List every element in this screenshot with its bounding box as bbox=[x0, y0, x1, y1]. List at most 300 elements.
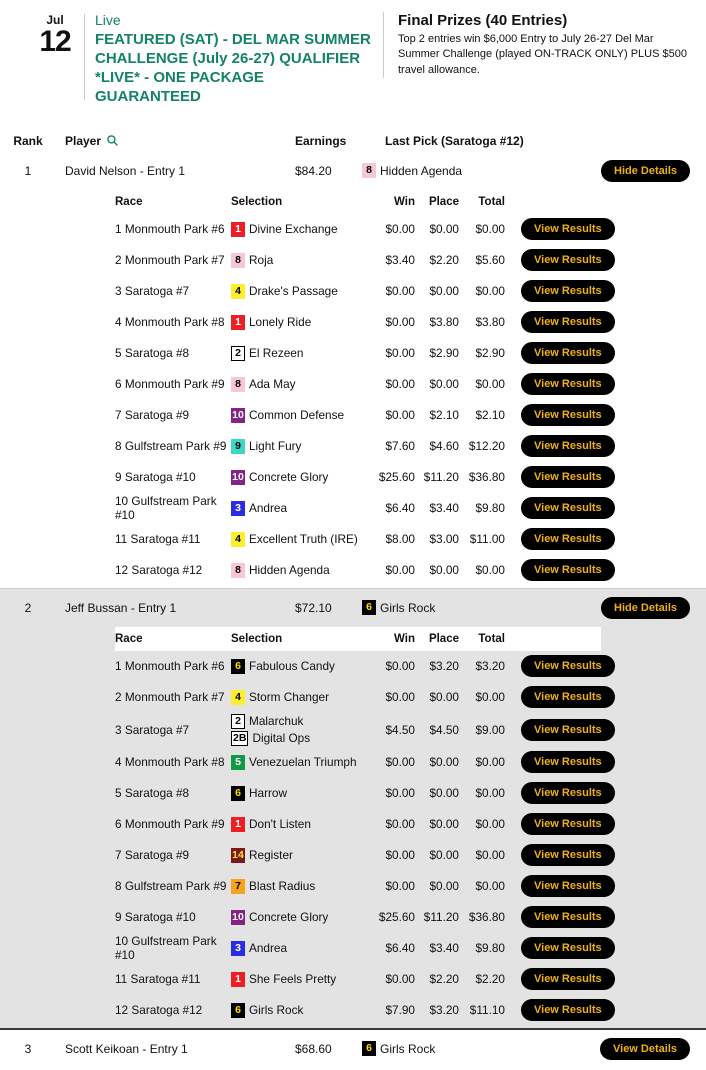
entry-details bbox=[115, 190, 601, 586]
race-total-amount: $0.00 bbox=[475, 284, 505, 299]
race-total-amount: $3.20 bbox=[475, 659, 505, 674]
horse-name: Fabulous Candy bbox=[249, 659, 335, 674]
race-win-amount: $0.00 bbox=[385, 346, 415, 361]
race-total-amount: $36.80 bbox=[468, 470, 505, 485]
column-player bbox=[56, 134, 295, 148]
race-place-amount: $3.00 bbox=[429, 532, 459, 547]
race-row bbox=[115, 651, 601, 682]
race-win-amount: $3.40 bbox=[385, 253, 415, 268]
race-row bbox=[115, 995, 601, 1026]
selection bbox=[231, 315, 369, 330]
detail-column-selection: Selection bbox=[231, 195, 283, 208]
race-win-amount: $4.50 bbox=[385, 722, 415, 737]
race-total-amount: $2.20 bbox=[475, 972, 505, 987]
saddle-cloth-badge: 3 bbox=[231, 941, 245, 956]
selection bbox=[231, 848, 369, 863]
search-icon[interactable] bbox=[106, 134, 119, 147]
view-results-button[interactable]: View Results bbox=[521, 559, 615, 581]
race-row bbox=[115, 245, 601, 276]
detail-column-place: Place bbox=[428, 195, 459, 208]
race-picks bbox=[231, 941, 369, 956]
selection bbox=[231, 377, 369, 392]
race-name: 12 Saratoga #12 bbox=[115, 1003, 203, 1018]
entry-player: David Nelson - Entry 1 bbox=[65, 163, 186, 178]
horse-name: Concrete Glory bbox=[249, 910, 329, 925]
details-toggle-button[interactable]: View Details bbox=[600, 1038, 690, 1060]
saddle-cloth-badge: 6 bbox=[231, 659, 245, 674]
race-row bbox=[115, 400, 601, 431]
detail-column-win: Win bbox=[394, 195, 415, 208]
view-results-button[interactable]: View Results bbox=[521, 813, 615, 835]
race-picks bbox=[231, 439, 369, 454]
race-name: 7 Saratoga #9 bbox=[115, 848, 190, 863]
race-name: 7 Saratoga #9 bbox=[115, 408, 190, 423]
race-row bbox=[115, 809, 601, 840]
selection bbox=[231, 346, 369, 361]
race-total-amount: $0.00 bbox=[475, 563, 505, 578]
view-results-button[interactable]: View Results bbox=[521, 218, 615, 240]
selection bbox=[231, 501, 369, 516]
race-name: 1 Monmouth Park #6 bbox=[115, 659, 225, 674]
race-total-amount: $0.00 bbox=[475, 690, 505, 705]
race-name: 11 Saratoga #11 bbox=[115, 532, 201, 547]
event-title: FEATURED (SAT) - DEL MAR SUMMER CHALLENGE (July 26-27) QUALIFIER *LIVE* - ONE PACKAGE GUARANTEED bbox=[95, 30, 371, 105]
final-prizes bbox=[383, 12, 694, 78]
view-results-button[interactable]: View Results bbox=[521, 719, 615, 741]
view-results-button[interactable]: View Results bbox=[521, 311, 615, 333]
race-name: 6 Monmouth Park #9 bbox=[115, 377, 225, 392]
race-row bbox=[115, 431, 601, 462]
race-win-amount: $0.00 bbox=[385, 879, 415, 894]
entry-earnings: $84.20 bbox=[295, 163, 332, 178]
race-place-amount: $0.00 bbox=[429, 848, 459, 863]
saddle-cloth-badge: 1 bbox=[231, 315, 245, 330]
race-picks bbox=[231, 532, 369, 547]
race-place-amount: $3.20 bbox=[429, 1003, 459, 1018]
view-results-button[interactable]: View Results bbox=[521, 751, 615, 773]
race-total-amount: $2.90 bbox=[475, 346, 505, 361]
race-win-amount: $0.00 bbox=[385, 408, 415, 423]
race-row bbox=[115, 871, 601, 902]
entry-section bbox=[0, 1028, 706, 1070]
race-total-amount: $5.60 bbox=[475, 253, 505, 268]
selection bbox=[231, 408, 369, 423]
race-picks bbox=[231, 501, 369, 516]
race-row bbox=[115, 747, 601, 778]
race-place-amount: $2.20 bbox=[429, 972, 459, 987]
view-results-button[interactable]: View Results bbox=[521, 968, 615, 990]
final-prizes-title: Final Prizes (40 Entries) bbox=[398, 12, 568, 29]
view-results-button[interactable]: View Results bbox=[521, 373, 615, 395]
horse-name: Blast Radius bbox=[249, 879, 316, 894]
race-name: 4 Monmouth Park #8 bbox=[115, 755, 225, 770]
view-results-button[interactable]: View Results bbox=[521, 280, 615, 302]
view-results-button[interactable]: View Results bbox=[521, 435, 615, 457]
selection bbox=[231, 879, 369, 894]
details-toggle-button[interactable]: Hide Details bbox=[601, 160, 690, 182]
view-results-button[interactable]: View Results bbox=[521, 497, 615, 519]
selection bbox=[231, 972, 369, 987]
race-place-amount: $3.80 bbox=[429, 315, 459, 330]
race-row bbox=[115, 778, 601, 809]
race-total-amount: $2.10 bbox=[475, 408, 505, 423]
race-total-amount: $9.00 bbox=[475, 722, 505, 737]
saddle-cloth-badge: 4 bbox=[231, 690, 245, 705]
view-results-button[interactable]: View Results bbox=[521, 342, 615, 364]
race-win-amount: $0.00 bbox=[385, 377, 415, 392]
race-row bbox=[115, 214, 601, 245]
horse-name: Excellent Truth (IRE) bbox=[249, 532, 358, 547]
horse-name: Malarchuk bbox=[249, 714, 304, 729]
race-place-amount: $4.50 bbox=[429, 722, 459, 737]
saddle-cloth-badge: 14 bbox=[232, 848, 244, 861]
view-results-button[interactable]: View Results bbox=[521, 655, 615, 677]
race-win-amount: $0.00 bbox=[385, 848, 415, 863]
last-pick-horse-name: Girls Rock bbox=[380, 1041, 436, 1056]
saddle-cloth-badge: 10 bbox=[232, 408, 244, 421]
horse-name: Divine Exchange bbox=[249, 222, 338, 237]
race-picks bbox=[231, 284, 369, 299]
race-picks bbox=[231, 253, 369, 268]
column-rank: Rank bbox=[13, 133, 43, 148]
entry-section bbox=[0, 152, 706, 588]
saddle-cloth-badge: 6 bbox=[362, 600, 376, 615]
race-row bbox=[115, 493, 601, 524]
view-results-button[interactable]: View Results bbox=[521, 686, 615, 708]
race-row bbox=[115, 840, 601, 871]
view-results-button[interactable]: View Results bbox=[521, 404, 615, 426]
view-results-button[interactable]: View Results bbox=[521, 999, 615, 1021]
divider bbox=[84, 14, 85, 100]
race-win-amount: $0.00 bbox=[385, 222, 415, 237]
saddle-cloth-badge: 1 bbox=[231, 972, 245, 987]
race-picks bbox=[231, 848, 369, 863]
horse-name: Andrea bbox=[249, 941, 288, 956]
selection bbox=[231, 659, 369, 674]
saddle-cloth-badge: 8 bbox=[362, 163, 376, 178]
selection bbox=[231, 690, 369, 705]
saddle-cloth-badge: 5 bbox=[231, 755, 245, 770]
horse-name: Ada May bbox=[249, 377, 296, 392]
race-name: 2 Monmouth Park #7 bbox=[115, 690, 225, 705]
detail-column-win: Win bbox=[394, 632, 415, 645]
race-win-amount: $6.40 bbox=[385, 941, 415, 956]
race-win-amount: $0.00 bbox=[385, 563, 415, 578]
selection bbox=[231, 731, 369, 746]
horse-name: Venezuelan Triumph bbox=[249, 755, 357, 770]
race-win-amount: $0.00 bbox=[385, 315, 415, 330]
entry-rank: 1 bbox=[24, 163, 32, 178]
horse-name: El Rezeen bbox=[249, 346, 304, 361]
column-player-label: Player bbox=[65, 133, 102, 148]
entry-player: Scott Keikoan - Entry 1 bbox=[65, 1041, 188, 1056]
race-picks bbox=[231, 470, 369, 485]
race-win-amount: $7.90 bbox=[385, 1003, 415, 1018]
race-name: 1 Monmouth Park #6 bbox=[115, 222, 225, 237]
saddle-cloth-badge: 2 bbox=[231, 714, 245, 729]
horse-name: Roja bbox=[249, 253, 274, 268]
horse-name: Drake's Passage bbox=[249, 284, 338, 299]
race-place-amount: $3.40 bbox=[429, 501, 459, 516]
race-place-amount: $2.10 bbox=[429, 408, 459, 423]
race-total-amount: $9.80 bbox=[475, 501, 505, 516]
detail-header bbox=[115, 627, 601, 651]
race-total-amount: $36.80 bbox=[468, 910, 505, 925]
entry-rank: 3 bbox=[24, 1041, 32, 1056]
selection bbox=[231, 910, 369, 925]
race-place-amount: $0.00 bbox=[429, 755, 459, 770]
event-date-day: 12 bbox=[39, 25, 71, 59]
race-picks bbox=[231, 563, 369, 578]
race-picks bbox=[231, 786, 369, 801]
race-picks bbox=[231, 690, 369, 705]
race-picks bbox=[231, 659, 369, 674]
race-win-amount: $0.00 bbox=[385, 972, 415, 987]
race-win-amount: $7.60 bbox=[385, 439, 415, 454]
race-total-amount: $0.00 bbox=[475, 817, 505, 832]
horse-name: Lonely Ride bbox=[249, 315, 312, 330]
race-picks bbox=[231, 1003, 369, 1018]
detail-column-place: Place bbox=[428, 632, 459, 645]
saddle-cloth-badge: 7 bbox=[231, 879, 245, 894]
race-total-amount: $12.20 bbox=[468, 439, 505, 454]
race-place-amount: $11.20 bbox=[423, 470, 459, 485]
selection bbox=[231, 532, 369, 547]
race-place-amount: $4.60 bbox=[429, 439, 459, 454]
race-row bbox=[115, 682, 601, 713]
race-place-amount: $0.00 bbox=[429, 817, 459, 832]
race-name: 9 Saratoga #10 bbox=[115, 910, 196, 925]
race-total-amount: $0.00 bbox=[475, 848, 505, 863]
entry-row bbox=[0, 589, 706, 627]
race-rows bbox=[115, 214, 601, 586]
race-total-amount: $0.00 bbox=[475, 786, 505, 801]
horse-name: Don't Listen bbox=[249, 817, 311, 832]
saddle-cloth-badge: 3 bbox=[231, 501, 245, 516]
detail-column-selection: Selection bbox=[231, 632, 283, 645]
entry-last-pick bbox=[362, 163, 601, 178]
live-status: Live bbox=[95, 12, 121, 28]
view-results-button[interactable]: View Results bbox=[521, 875, 615, 897]
race-row bbox=[115, 524, 601, 555]
race-row bbox=[115, 933, 601, 964]
race-name: 3 Saratoga #7 bbox=[115, 722, 190, 737]
saddle-cloth-badge: 10 bbox=[232, 470, 244, 483]
race-place-amount: $0.00 bbox=[429, 563, 459, 578]
race-picks bbox=[231, 315, 369, 330]
entry-row bbox=[0, 1030, 706, 1068]
race-picks bbox=[231, 910, 369, 925]
event-header bbox=[0, 0, 706, 106]
horse-name: Harrow bbox=[249, 786, 288, 801]
race-name: 5 Saratoga #8 bbox=[115, 346, 190, 361]
race-name: 11 Saratoga #11 bbox=[115, 972, 201, 987]
race-place-amount: $2.20 bbox=[429, 253, 459, 268]
entry-player: Jeff Bussan - Entry 1 bbox=[65, 600, 177, 615]
horse-name: Light Fury bbox=[249, 439, 302, 454]
race-place-amount: $0.00 bbox=[429, 879, 459, 894]
race-place-amount: $0.00 bbox=[429, 690, 459, 705]
column-last-pick: Last Pick (Saratoga #12) bbox=[385, 133, 524, 148]
race-win-amount: $0.00 bbox=[385, 817, 415, 832]
entry-earnings: $72.10 bbox=[295, 600, 332, 615]
race-name: 12 Saratoga #12 bbox=[115, 563, 203, 578]
view-results-button[interactable]: View Results bbox=[521, 782, 615, 804]
saddle-cloth-badge: 6 bbox=[231, 1003, 245, 1018]
view-results-button[interactable]: View Results bbox=[521, 844, 615, 866]
detail-column-total: Total bbox=[478, 632, 505, 645]
column-earnings: Earnings bbox=[295, 133, 347, 148]
race-picks bbox=[231, 972, 369, 987]
race-picks bbox=[231, 714, 369, 746]
saddle-cloth-badge: 1 bbox=[231, 817, 245, 832]
race-picks bbox=[231, 346, 369, 361]
race-name: 9 Saratoga #10 bbox=[115, 470, 196, 485]
leaderboard-header bbox=[0, 130, 706, 152]
saddle-cloth-badge: 2B bbox=[233, 731, 247, 744]
race-picks bbox=[231, 879, 369, 894]
horse-name: Andrea bbox=[249, 501, 288, 516]
race-row bbox=[115, 338, 601, 369]
saddle-cloth-badge: 6 bbox=[362, 1041, 376, 1056]
race-row bbox=[115, 555, 601, 586]
race-row bbox=[115, 902, 601, 933]
race-win-amount: $8.00 bbox=[385, 532, 415, 547]
selection bbox=[231, 563, 369, 578]
race-name: 3 Saratoga #7 bbox=[115, 284, 190, 299]
entry-last-pick bbox=[362, 1041, 600, 1056]
saddle-cloth-badge: 2 bbox=[231, 346, 245, 361]
race-total-amount: $0.00 bbox=[475, 755, 505, 770]
race-row bbox=[115, 307, 601, 338]
horse-name: Concrete Glory bbox=[249, 470, 329, 485]
selection bbox=[231, 222, 369, 237]
race-row bbox=[115, 276, 601, 307]
race-picks bbox=[231, 755, 369, 770]
horse-name: Digital Ops bbox=[252, 731, 311, 746]
selection bbox=[231, 714, 369, 729]
saddle-cloth-badge: 10 bbox=[232, 910, 244, 923]
selection bbox=[231, 1003, 369, 1018]
race-total-amount: $9.80 bbox=[475, 941, 505, 956]
race-picks bbox=[231, 377, 369, 392]
saddle-cloth-badge: 6 bbox=[231, 786, 245, 801]
last-pick-horse-name: Girls Rock bbox=[380, 600, 436, 615]
race-win-amount: $0.00 bbox=[385, 786, 415, 801]
race-row bbox=[115, 462, 601, 493]
detail-column-race: Race bbox=[115, 632, 143, 645]
race-row bbox=[115, 713, 601, 747]
horse-name: She Feels Pretty bbox=[249, 972, 337, 987]
entry-last-pick bbox=[362, 600, 601, 615]
entry-earnings: $68.60 bbox=[295, 1041, 332, 1056]
race-row bbox=[115, 964, 601, 995]
selection bbox=[231, 439, 369, 454]
race-name: 8 Gulfstream Park #9 bbox=[115, 879, 227, 894]
saddle-cloth-badge: 8 bbox=[231, 563, 245, 578]
saddle-cloth-badge: 9 bbox=[231, 439, 245, 454]
race-row bbox=[115, 369, 601, 400]
race-win-amount: $6.40 bbox=[385, 501, 415, 516]
race-place-amount: $3.20 bbox=[429, 659, 459, 674]
race-place-amount: $0.00 bbox=[429, 284, 459, 299]
race-picks bbox=[231, 408, 369, 423]
race-win-amount: $0.00 bbox=[385, 690, 415, 705]
last-pick-horse-name: Hidden Agenda bbox=[380, 163, 463, 178]
race-total-amount: $11.10 bbox=[469, 1003, 505, 1018]
race-picks bbox=[231, 817, 369, 832]
race-name: 8 Gulfstream Park #9 bbox=[115, 439, 227, 454]
selection bbox=[231, 817, 369, 832]
horse-name: Common Defense bbox=[249, 408, 345, 423]
race-win-amount: $0.00 bbox=[385, 284, 415, 299]
view-results-button[interactable]: View Results bbox=[521, 249, 615, 271]
view-results-button[interactable]: View Results bbox=[521, 906, 615, 928]
horse-name: Girls Rock bbox=[249, 1003, 304, 1018]
race-win-amount: $25.60 bbox=[378, 910, 415, 925]
race-total-amount: $3.80 bbox=[475, 315, 505, 330]
saddle-cloth-badge: 4 bbox=[231, 284, 245, 299]
race-win-amount: $0.00 bbox=[385, 755, 415, 770]
saddle-cloth-badge: 8 bbox=[231, 377, 245, 392]
selection bbox=[231, 786, 369, 801]
race-place-amount: $3.40 bbox=[429, 941, 459, 956]
race-win-amount: $0.00 bbox=[385, 659, 415, 674]
detail-column-race: Race bbox=[115, 195, 143, 208]
saddle-cloth-badge: 1 bbox=[231, 222, 245, 237]
race-total-amount: $0.00 bbox=[475, 377, 505, 392]
view-results-button[interactable]: View Results bbox=[521, 937, 615, 959]
horse-name: Register bbox=[249, 848, 293, 863]
horse-name: Hidden Agenda bbox=[249, 563, 330, 578]
race-total-amount: $11.00 bbox=[469, 532, 505, 547]
race-place-amount: $0.00 bbox=[429, 222, 459, 237]
race-win-amount: $25.60 bbox=[378, 470, 415, 485]
race-name: 5 Saratoga #8 bbox=[115, 786, 190, 801]
selection bbox=[231, 470, 369, 485]
entry-section bbox=[0, 588, 706, 1028]
race-total-amount: $0.00 bbox=[475, 879, 505, 894]
race-name: 10 Gulfstream Park #10 bbox=[115, 494, 217, 523]
details-toggle-button[interactable]: Hide Details bbox=[601, 597, 690, 619]
selection bbox=[231, 284, 369, 299]
detail-column-total: Total bbox=[478, 195, 505, 208]
view-results-button[interactable]: View Results bbox=[521, 466, 615, 488]
selection bbox=[231, 941, 369, 956]
selection bbox=[231, 755, 369, 770]
saddle-cloth-badge: 8 bbox=[231, 253, 245, 268]
entries bbox=[0, 152, 706, 1070]
race-name: 2 Monmouth Park #7 bbox=[115, 253, 225, 268]
view-results-button[interactable]: View Results bbox=[521, 528, 615, 550]
horse-name: Storm Changer bbox=[249, 690, 329, 705]
race-place-amount: $11.20 bbox=[423, 910, 459, 925]
event-info bbox=[95, 12, 383, 106]
race-name: 10 Gulfstream Park #10 bbox=[115, 934, 217, 963]
selection bbox=[231, 253, 369, 268]
entry-details bbox=[115, 627, 601, 1026]
detail-header bbox=[115, 190, 601, 214]
race-total-amount: $0.00 bbox=[475, 222, 505, 237]
race-name: 4 Monmouth Park #8 bbox=[115, 315, 225, 330]
race-rows bbox=[115, 651, 601, 1026]
race-place-amount: $0.00 bbox=[429, 377, 459, 392]
entry-row bbox=[0, 152, 706, 190]
race-name: 6 Monmouth Park #9 bbox=[115, 817, 225, 832]
saddle-cloth-badge: 4 bbox=[231, 532, 245, 547]
race-place-amount: $2.90 bbox=[429, 346, 459, 361]
final-prizes-description: Top 2 entries win $6,000 Entry to July 26-27 Del Mar Summer Challenge (played ON-TRACK ONLY) PLUS $500 travel allowance. bbox=[398, 33, 687, 76]
